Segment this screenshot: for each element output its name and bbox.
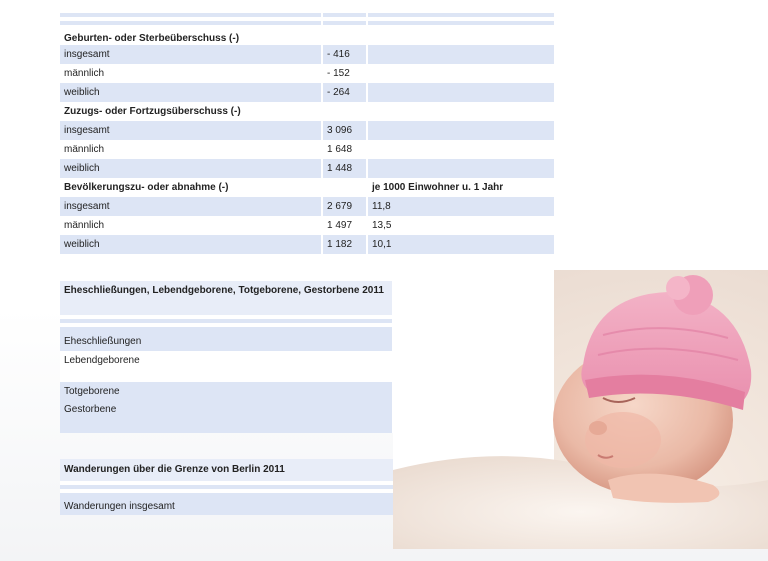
row-value: - 264 (322, 83, 367, 102)
row-label: Gestorbene (60, 401, 393, 433)
baby-cheek (585, 412, 661, 468)
rate-header: je 1000 Einwohner u. 1 Jahr (367, 178, 554, 197)
row-label: Totgeborene (60, 382, 393, 401)
row-value: - 416 (322, 45, 367, 64)
row-label: männlich (60, 140, 322, 159)
baby-nose (589, 421, 607, 435)
row-label: Lebendgeborene (60, 351, 393, 382)
row-value: 2 679 (322, 197, 367, 216)
row-rate: 13,5 (367, 216, 554, 235)
row-label: insgesamt (60, 45, 322, 64)
row-rate: 11,8 (367, 197, 554, 216)
table-header: Wanderungen über die Grenze von Berlin 2011 (60, 459, 421, 481)
section-title: Bevölkerungszu- oder abnahme (-) (60, 178, 322, 197)
population-change-table (60, 13, 554, 254)
row-label: männlich (60, 216, 322, 235)
row-value: 3 096 (322, 121, 367, 140)
row-value: 1 497 (322, 216, 367, 235)
row-label: insgesamt (60, 197, 322, 216)
baby-illustration (393, 270, 768, 549)
row-value: 1 182 (322, 235, 367, 254)
table-header: Eheschließungen, Lebendgeborene, Totgeborene, Gestorbene 2011 (60, 281, 393, 315)
row-value: 1 448 (322, 159, 367, 178)
row-label: weiblich (60, 159, 322, 178)
row-label: insgesamt (60, 121, 322, 140)
row-label: Wanderungen insgesamt (60, 497, 421, 515)
row-label: Eheschließungen (60, 331, 393, 351)
row-label: männlich (60, 64, 322, 83)
baby-hand (608, 474, 719, 503)
row-value: 1 648 (322, 140, 367, 159)
section-title: Geburten- oder Sterbeüberschuss (-) (60, 25, 322, 45)
row-label: weiblich (60, 235, 322, 254)
row-rate: 10,1 (367, 235, 554, 254)
row-value: - 152 (322, 64, 367, 83)
baby-photo (393, 270, 768, 549)
row-label: weiblich (60, 83, 322, 102)
section-title: Zuzugs- oder Fortzugsüberschuss (-) (60, 102, 322, 121)
